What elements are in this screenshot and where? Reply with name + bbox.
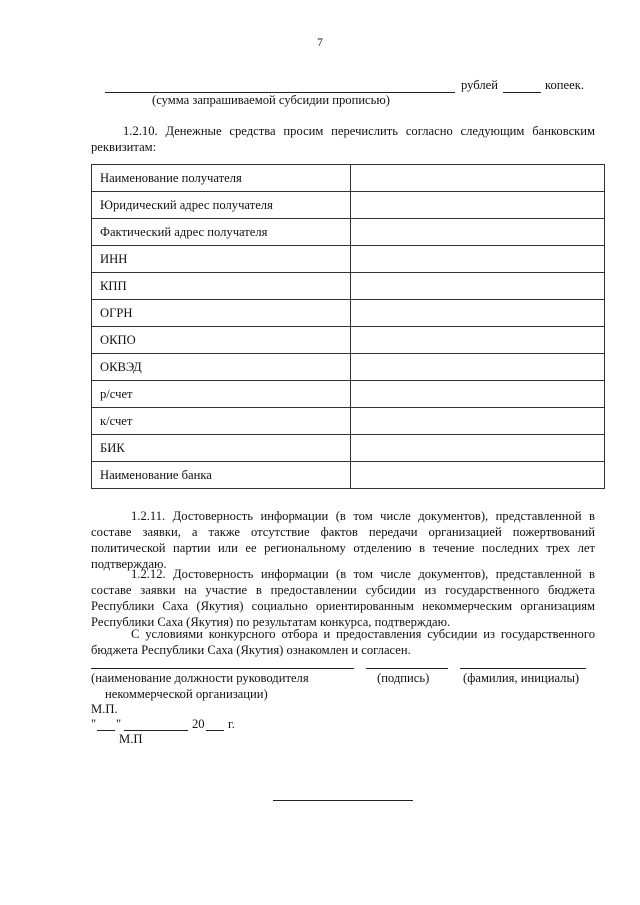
bank-details-table <box>91 164 605 489</box>
amount-caption: (сумма запрашиваемой субсидии прописью) <box>152 93 390 107</box>
bank-field-value[interactable] <box>351 192 605 219</box>
position-signature-line <box>91 668 354 669</box>
bank-field-value[interactable] <box>351 300 605 327</box>
table-row <box>92 354 605 381</box>
clause-1-2-11-line: политической партии или ее региональному отделению в течение последних трех лет <box>91 541 595 555</box>
date-year-suffix: г. <box>228 717 235 731</box>
bank-field-value[interactable] <box>351 354 605 381</box>
date-year-prefix: 20 <box>192 717 205 731</box>
clause-1-2-12 <box>91 566 595 630</box>
kopecks-blank <box>503 92 541 93</box>
bank-field-label: БИК <box>92 435 351 462</box>
kopecks-label: копеек. <box>545 78 584 92</box>
bank-field-label: ОГРН <box>92 300 351 327</box>
bank-field-value[interactable] <box>351 165 605 192</box>
agreement-line: С условиями конкурсного отбора и предоставления субсидии из государственного <box>131 627 595 641</box>
rubles-label: рублей <box>461 78 498 92</box>
table-row <box>92 435 605 462</box>
clause-1-2-11-line: 1.2.11. Достоверность информации (в том числе документов), представленной в <box>131 509 595 523</box>
agreement-statement <box>91 626 595 658</box>
bank-field-label: Наименование банка <box>92 462 351 489</box>
date-close-quote: " <box>116 717 122 731</box>
bank-field-label: КПП <box>92 273 351 300</box>
clause-1-2-12-line: Республики Саха (Якутия) социально ориентированным некоммерческим организациям <box>91 599 595 613</box>
full-name-caption: (фамилия, инициалы) <box>463 671 580 685</box>
table-row <box>92 219 605 246</box>
bank-field-value[interactable] <box>351 327 605 354</box>
clause-1-2-10-line: реквизитам: <box>91 140 157 154</box>
stamp-label: М.П. <box>91 702 118 716</box>
bank-field-value[interactable] <box>351 435 605 462</box>
agreement-line: бюджета Республики Саха (Якутия) ознакомлен и согласен. <box>91 643 411 657</box>
table-row <box>92 300 605 327</box>
table-row <box>92 273 605 300</box>
bottom-line <box>273 800 413 801</box>
bank-field-value[interactable] <box>351 408 605 435</box>
bank-field-value[interactable] <box>351 246 605 273</box>
bank-field-label: ИНН <box>92 246 351 273</box>
bank-field-value[interactable] <box>351 219 605 246</box>
bank-field-label: Фактический адрес получателя <box>92 219 351 246</box>
stamp-label-secondary: М.П <box>119 732 143 746</box>
table-row <box>92 408 605 435</box>
table-row <box>92 246 605 273</box>
table-row <box>92 165 605 192</box>
table-row <box>92 381 605 408</box>
clause-1-2-11-line: составе заявки, а также отсутствие фактов передачи организацией пожертвований <box>91 525 595 539</box>
signature-line <box>366 668 448 669</box>
bank-field-value[interactable] <box>351 273 605 300</box>
clause-1-2-12-line: составе заявки на участие в предоставлении субсидии из государственного бюджета <box>91 583 595 597</box>
position-caption: (наименование должности руководителя <box>91 671 309 685</box>
bank-field-value[interactable] <box>351 462 605 489</box>
bank-field-label: р/счет <box>92 381 351 408</box>
bank-field-value[interactable] <box>351 381 605 408</box>
clause-1-2-11 <box>91 508 595 572</box>
clause-1-2-12-line: 1.2.12. Достоверность информации (в том числе документов), представленной в <box>131 567 595 581</box>
organization-caption: некоммерческой организации) <box>105 687 268 701</box>
table-row <box>92 327 605 354</box>
bank-field-label: к/счет <box>92 408 351 435</box>
date-open-quote: " <box>91 717 97 731</box>
table-row <box>92 192 605 219</box>
clause-1-2-10-line: 1.2.10. Денежные средства просим перечислить согласно следующим банковским <box>123 124 595 138</box>
clause-1-2-12-line: Республики Саха (Якутия) по результатам конкурса, подтверждаю. <box>91 615 451 629</box>
bank-field-label: Юридический адрес получателя <box>92 192 351 219</box>
table-row <box>92 462 605 489</box>
bank-field-label: Наименование получателя <box>92 165 351 192</box>
full-name-line <box>460 668 586 669</box>
clause-1-2-11-line: подтверждаю. <box>91 557 167 571</box>
date-year-blank <box>206 730 224 731</box>
page-number: 7 <box>317 37 323 49</box>
date-day-blank <box>97 730 115 731</box>
clause-1-2-10 <box>91 123 595 155</box>
sign-caption: (подпись) <box>377 671 430 685</box>
bank-field-label: ОКПО <box>92 327 351 354</box>
bank-field-label: ОКВЭД <box>92 354 351 381</box>
